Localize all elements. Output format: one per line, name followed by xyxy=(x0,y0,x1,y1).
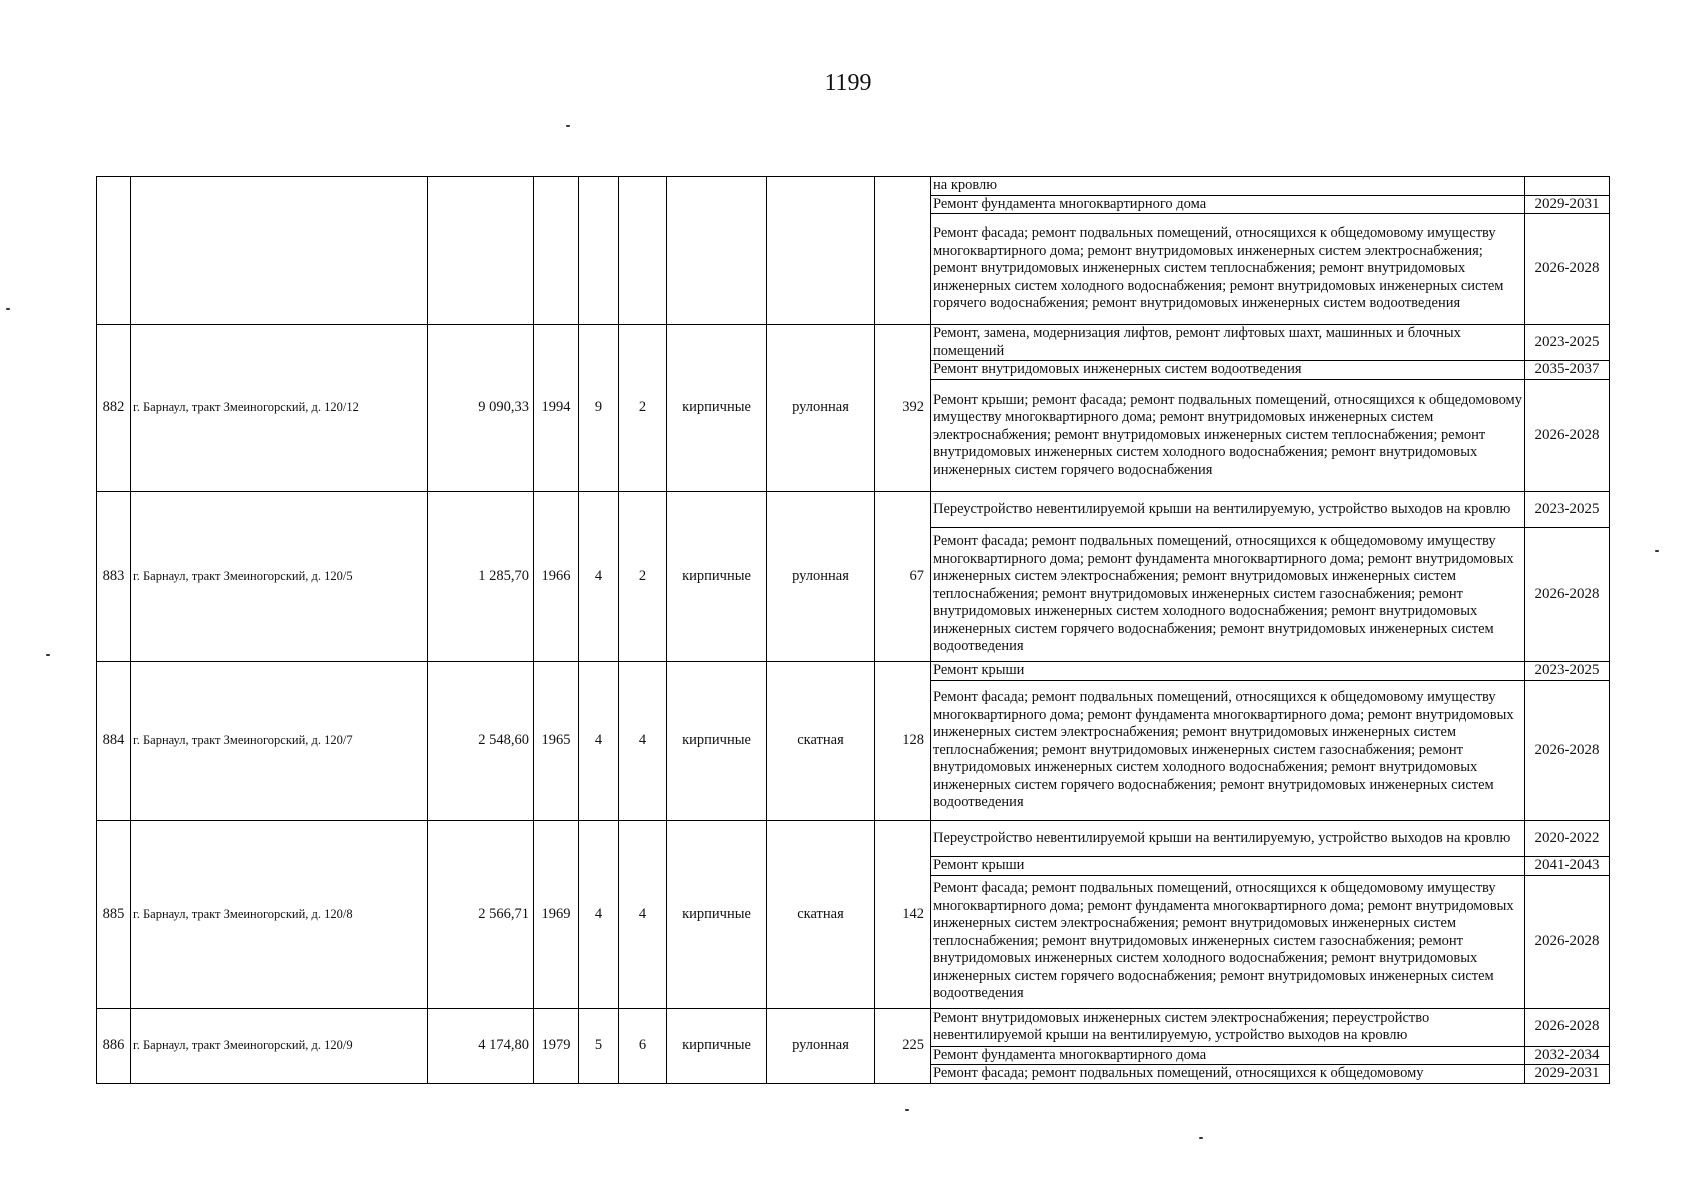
row-number-cell: 883 xyxy=(97,492,131,662)
work-type-cell: Переустройство невентилируемой крыши на вентилируемую, устройство выходов на кровлю xyxy=(931,821,1525,857)
roof-type-cell: рулонная xyxy=(767,325,875,492)
work-type-cell: Ремонт фасада; ремонт подвальных помещений, относящихся к общедомовому имуществу многоквартирного дома; ремонт фундамента многоквартирного дома; ремонт внутридомовых инженерных систем электроснабжения; ремонт внутридомовых инженерных систем теплоснабжения; ремонт внутридомовых инженерных систем газоснабжения; ремонт внутридомовых инженерных систем холодного водоснабжения; ремонт внутридомовых инженерных систем горячего водоснабжения; ремонт внутридомовых инженерных систем водоотведения xyxy=(931,528,1525,662)
work-type-cell: Ремонт фасада; ремонт подвальных помещений, относящихся к общедомовому имуществу многоквартирного дома; ремонт фундамента многоквартирного дома; ремонт внутридомовых инженерных систем электроснабжения; ремонт внутридомовых инженерных систем теплоснабжения; ремонт внутридомовых инженерных систем газоснабжения; ремонт внутридомовых инженерных систем холодного водоснабжения; ремонт внутридомовых инженерных систем горячего водоснабжения; ремонт внутридомовых инженерных систем водоотведения xyxy=(931,875,1525,1008)
capital-repair-table xyxy=(96,176,1610,1084)
year-built-cell: 1966 xyxy=(534,492,579,662)
scan-speck xyxy=(6,308,10,310)
work-type-cell: Ремонт фасада; ремонт подвальных помещений, относящихся к общедомовому имуществу многоквартирного дома; ремонт внутридомовых инженерных систем электроснабжения; ремонт внутридомовых инженерных систем теплоснабжения; ремонт внутридомовых инженерных систем холодного водоснабжения; ремонт внутридомовых инженерных систем горячего водоснабжения; ремонт внутридомовых инженерных систем водоотведения xyxy=(931,214,1525,325)
address-cell: г. Барнаул, тракт Змеиногорский, д. 120/12 xyxy=(131,325,428,492)
period-cell: 2020-2022 xyxy=(1525,821,1610,857)
floors-count-cell: 4 xyxy=(579,821,619,1009)
period-cell: 2029-2031 xyxy=(1525,1065,1610,1084)
work-type-cell: на кровлю xyxy=(931,177,1525,196)
entrances-count-cell: 2 xyxy=(619,325,667,492)
address-cell: г. Барнаул, тракт Змеиногорский, д. 120/9 xyxy=(131,1008,428,1084)
period-cell: 2029-2031 xyxy=(1525,195,1610,214)
table-row xyxy=(97,821,1610,857)
work-type-cell: Ремонт фасада; ремонт подвальных помещений, относящихся к общедомовому имуществу многоквартирного дома; ремонт фундамента многоквартирного дома; ремонт внутридомовых инженерных систем электроснабжения; ремонт внутридомовых инженерных систем теплоснабжения; ремонт внутридомовых инженерных систем газоснабжения; ремонт внутридомовых инженерных систем холодного водоснабжения; ремонт внутридомовых инженерных систем горячего водоснабжения; ремонт внутридомовых инженерных систем водоотведения xyxy=(931,681,1525,821)
total-area-cell: 9 090,33 xyxy=(428,325,534,492)
wall-material-cell: кирпичные xyxy=(667,492,767,662)
period-cell: 2026-2028 xyxy=(1525,528,1610,662)
scan-speck xyxy=(566,125,570,127)
year-built-cell xyxy=(534,177,579,325)
table-row xyxy=(97,492,1610,528)
roof-type-cell xyxy=(767,177,875,325)
year-built-cell: 1965 xyxy=(534,662,579,821)
table-row xyxy=(97,177,1610,196)
table-body xyxy=(97,177,1610,1084)
entrances-count-cell xyxy=(619,177,667,325)
address-cell: г. Барнаул, тракт Змеиногорский, д. 120/5 xyxy=(131,492,428,662)
roof-type-cell: рулонная xyxy=(767,1008,875,1084)
period-cell: 2023-2025 xyxy=(1525,662,1610,681)
work-type-cell: Ремонт фундамента многоквартирного дома xyxy=(931,195,1525,214)
period-cell: 2032-2034 xyxy=(1525,1046,1610,1065)
wall-material-cell: кирпичные xyxy=(667,662,767,821)
work-type-cell: Ремонт фасада; ремонт подвальных помещений, относящихся к общедомовому xyxy=(931,1065,1525,1084)
address-cell: г. Барнаул, тракт Змеиногорский, д. 120/7 xyxy=(131,662,428,821)
residents-count-cell: 67 xyxy=(875,492,931,662)
address-cell xyxy=(131,177,428,325)
work-type-cell: Ремонт внутридомовых инженерных систем водоотведения xyxy=(931,361,1525,380)
floors-count-cell: 9 xyxy=(579,325,619,492)
period-cell xyxy=(1525,177,1610,196)
entrances-count-cell: 6 xyxy=(619,1008,667,1084)
wall-material-cell: кирпичные xyxy=(667,821,767,1009)
wall-material-cell: кирпичные xyxy=(667,1008,767,1084)
work-type-cell: Переустройство невентилируемой крыши на вентилируемую, устройство выходов на кровлю xyxy=(931,492,1525,528)
work-type-cell: Ремонт крыши; ремонт фасада; ремонт подвальных помещений, относящихся к общедомовому имуществу многоквартирного дома; ремонт внутридомовых инженерных систем электроснабжения; ремонт внутридомовых инженерных систем теплоснабжения; ремонт внутридомовых инженерных систем холодного водоснабжения; ремонт внутридомовых инженерных систем горячего водоснабжения xyxy=(931,380,1525,492)
work-type-cell: Ремонт фундамента многоквартирного дома xyxy=(931,1046,1525,1065)
floors-count-cell: 4 xyxy=(579,492,619,662)
row-number-cell xyxy=(97,177,131,325)
period-cell: 2041-2043 xyxy=(1525,857,1610,876)
period-cell: 2026-2028 xyxy=(1525,214,1610,325)
table-row xyxy=(97,662,1610,681)
total-area-cell: 1 285,70 xyxy=(428,492,534,662)
year-built-cell: 1979 xyxy=(534,1008,579,1084)
floors-count-cell: 5 xyxy=(579,1008,619,1084)
table-row xyxy=(97,325,1610,361)
residents-count-cell: 392 xyxy=(875,325,931,492)
floors-count-cell xyxy=(579,177,619,325)
period-cell: 2026-2028 xyxy=(1525,1008,1610,1046)
row-number-cell: 885 xyxy=(97,821,131,1009)
roof-type-cell: рулонная xyxy=(767,492,875,662)
scan-speck xyxy=(905,1109,909,1111)
work-type-cell: Ремонт, замена, модернизация лифтов, ремонт лифтовых шахт, машинных и блочных помещений xyxy=(931,325,1525,361)
period-cell: 2026-2028 xyxy=(1525,875,1610,1008)
scan-speck xyxy=(1655,550,1659,552)
total-area-cell: 4 174,80 xyxy=(428,1008,534,1084)
year-built-cell: 1969 xyxy=(534,821,579,1009)
residents-count-cell: 128 xyxy=(875,662,931,821)
residents-count-cell xyxy=(875,177,931,325)
work-type-cell: Ремонт внутридомовых инженерных систем электроснабжения; переустройство невентилируемой крыши на вентилируемую, устройство выходов на кровлю xyxy=(931,1008,1525,1046)
roof-type-cell: скатная xyxy=(767,662,875,821)
page-number: 1199 xyxy=(824,70,872,96)
period-cell: 2023-2025 xyxy=(1525,492,1610,528)
roof-type-cell: скатная xyxy=(767,821,875,1009)
period-cell: 2026-2028 xyxy=(1525,681,1610,821)
year-built-cell: 1994 xyxy=(534,325,579,492)
residents-count-cell: 142 xyxy=(875,821,931,1009)
floors-count-cell: 4 xyxy=(579,662,619,821)
period-cell: 2026-2028 xyxy=(1525,380,1610,492)
wall-material-cell: кирпичные xyxy=(667,325,767,492)
scan-speck xyxy=(1199,1137,1203,1139)
period-cell: 2035-2037 xyxy=(1525,361,1610,380)
total-area-cell xyxy=(428,177,534,325)
work-type-cell: Ремонт крыши xyxy=(931,857,1525,876)
entrances-count-cell: 4 xyxy=(619,662,667,821)
wall-material-cell xyxy=(667,177,767,325)
entrances-count-cell: 2 xyxy=(619,492,667,662)
row-number-cell: 884 xyxy=(97,662,131,821)
scan-speck xyxy=(46,654,50,656)
table-row xyxy=(97,1008,1610,1046)
row-number-cell: 882 xyxy=(97,325,131,492)
residents-count-cell: 225 xyxy=(875,1008,931,1084)
total-area-cell: 2 566,71 xyxy=(428,821,534,1009)
entrances-count-cell: 4 xyxy=(619,821,667,1009)
row-number-cell: 886 xyxy=(97,1008,131,1084)
address-cell: г. Барнаул, тракт Змеиногорский, д. 120/8 xyxy=(131,821,428,1009)
work-type-cell: Ремонт крыши xyxy=(931,662,1525,681)
period-cell: 2023-2025 xyxy=(1525,325,1610,361)
total-area-cell: 2 548,60 xyxy=(428,662,534,821)
